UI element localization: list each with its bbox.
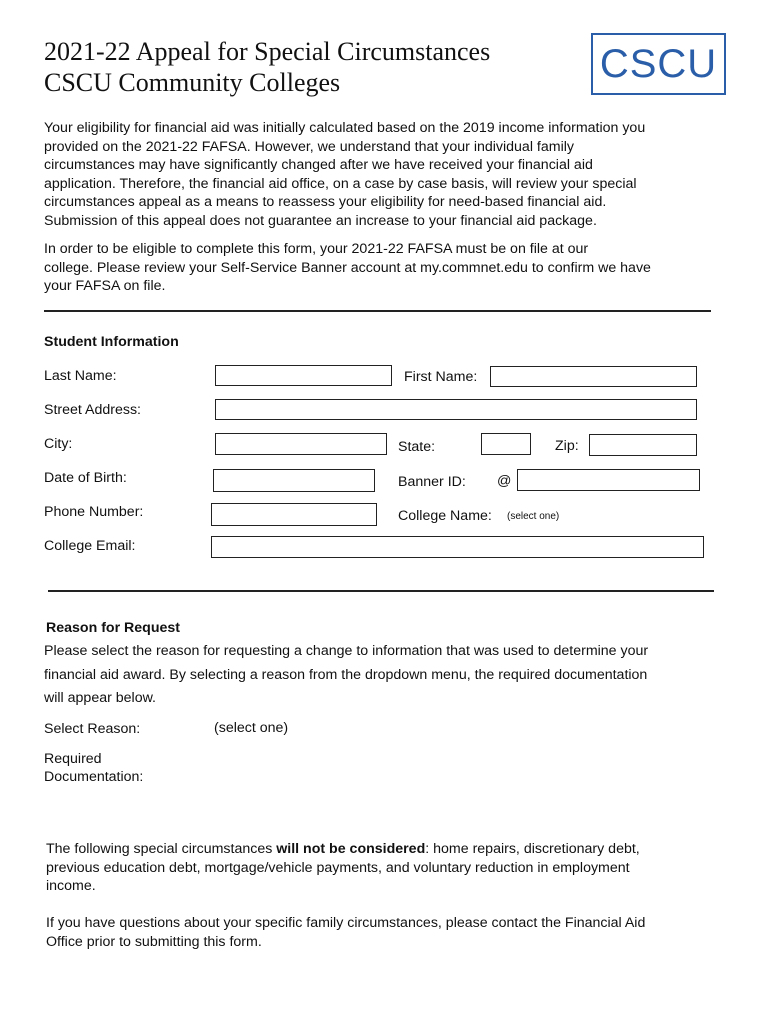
intro-paragraph-1: [44, 119, 744, 231]
college-email-input[interactable]: [211, 536, 704, 558]
cscu-logo: [591, 33, 726, 95]
not-considered-paragraph: [46, 840, 746, 896]
not-considered-line: previous education debt, mortgage/vehicle payments, and voluntary reduction in employment: [46, 859, 630, 876]
last-name-label: Last Name:: [44, 368, 117, 384]
intro-line: Submission of this appeal does not guarantee an increase to your financial aid package.: [44, 212, 597, 229]
street-address-input[interactable]: [215, 399, 697, 420]
phone-label: Phone Number:: [44, 504, 144, 520]
state-input[interactable]: [481, 433, 531, 455]
section-divider: [48, 590, 714, 592]
logo-text: CSCU: [599, 42, 718, 86]
required-documentation-label: [44, 750, 143, 786]
intro-line: In order to be eligible to complete this form, your 2021-22 FAFSA must be on file at our: [44, 241, 589, 257]
intro-line: circumstances may have significantly changed after we have received your financial aid: [44, 157, 593, 174]
student-info-heading: Student Information: [44, 334, 179, 350]
intro-line: circumstances appeal as a means to reassess your eligibility for need-based financial aid.: [44, 194, 607, 211]
intro-paragraph-2: [44, 240, 744, 296]
last-name-input[interactable]: [215, 365, 392, 386]
not-considered-emphasis: will not be considered: [276, 841, 426, 857]
reason-line: Please select the reason for requesting a change to information that was used to determine your: [44, 643, 649, 659]
college-name-select[interactable]: (select one): [507, 511, 560, 522]
not-considered-line: income.: [46, 878, 96, 895]
zip-input[interactable]: [589, 434, 697, 456]
state-label: State:: [398, 439, 436, 455]
reason-line: financial aid award. By selecting a reason from the dropdown menu, the required documentation: [44, 666, 648, 683]
city-input[interactable]: [215, 433, 387, 455]
college-name-label: College Name:: [398, 508, 492, 524]
select-reason-dropdown[interactable]: (select one): [214, 720, 289, 736]
dob-input[interactable]: [213, 469, 375, 492]
reason-line: will appear below.: [44, 690, 156, 706]
first-name-label: First Name:: [404, 369, 478, 385]
contact-paragraph: [46, 914, 746, 951]
phone-input[interactable]: [211, 503, 377, 526]
city-label: City:: [44, 436, 73, 452]
reason-heading: Reason for Request: [46, 620, 181, 636]
not-considered-intro: The following special circumstances: [46, 841, 277, 857]
banner-id-prefix: @: [497, 473, 512, 489]
first-name-input[interactable]: [490, 366, 697, 387]
intro-line: college. Please review your Self-Service Banner account at my.commnet.edu to confirm we have: [44, 259, 651, 276]
required-line-1: Required: [44, 751, 102, 767]
dob-label: Date of Birth:: [44, 470, 127, 486]
intro-line: Your eligibility for financial aid was initially calculated based on the 2019 income information you: [44, 120, 646, 136]
college-email-label: College Email:: [44, 538, 136, 554]
required-line-2: Documentation:: [44, 769, 144, 785]
street-address-label: Street Address:: [44, 402, 141, 418]
contact-line: If you have questions about your specific family circumstances, please contact the Financial Aid: [46, 915, 646, 931]
banner-id-label: Banner ID:: [398, 474, 466, 490]
not-considered-list: : home repairs, discretionary debt,: [425, 841, 640, 857]
title-line-1: 2021-22 Appeal for Special Circumstances: [44, 37, 491, 66]
section-divider: [44, 310, 711, 312]
intro-line: provided on the 2021-22 FAFSA. However, we understand that your individual family: [44, 138, 574, 155]
not-considered-line: [46, 840, 746, 859]
zip-label: Zip:: [555, 438, 579, 454]
select-reason-label: Select Reason:: [44, 721, 141, 737]
page-title: [44, 36, 564, 98]
reason-description: [44, 640, 744, 711]
title-line-2: CSCU Community Colleges: [44, 68, 341, 97]
intro-line: application. Therefore, the financial aid office, on a case by case basis, will review your special: [44, 175, 637, 192]
contact-line: Office prior to submitting this form.: [46, 933, 262, 950]
banner-id-input[interactable]: [517, 469, 700, 491]
intro-line: your FAFSA on file.: [44, 278, 166, 295]
